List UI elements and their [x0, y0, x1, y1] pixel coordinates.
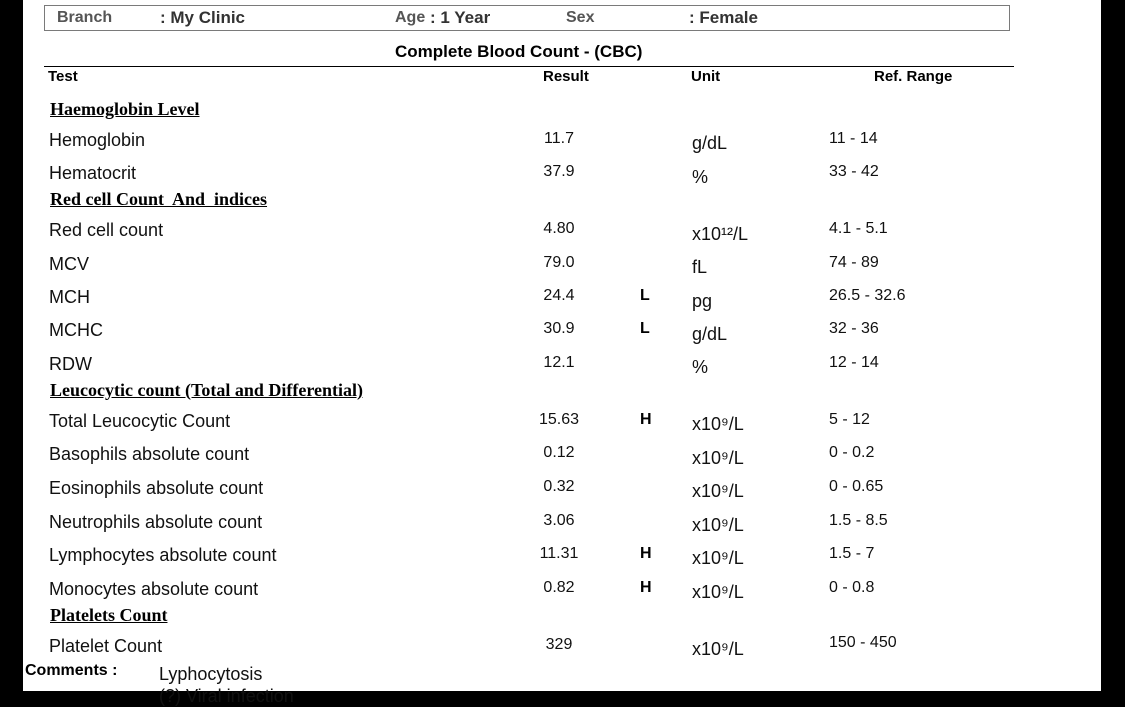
report-title: Complete Blood Count - (CBC): [395, 42, 643, 61]
result-mcv: 79.0: [543, 254, 575, 271]
unit-mchc: g/dL: [692, 324, 728, 344]
column-header-unit: Unit: [691, 68, 721, 85]
result-neutrophils: 3.06: [543, 512, 575, 529]
ref-hematocrit: 33 - 42: [829, 163, 879, 180]
flag-total-leucocytic-count: H: [640, 411, 652, 428]
ref-mchc: 32 - 36: [829, 320, 879, 337]
column-header-ref-range: Ref. Range: [874, 68, 953, 85]
comments-text-continued: (?) Viral infection: [159, 686, 294, 706]
section-leucocytic-count: Leucocytic count (Total and Differential): [50, 380, 363, 400]
flag-lymphocytes: H: [640, 545, 652, 562]
test-name-mcv: MCV: [49, 254, 89, 274]
result-hematocrit: 37.9: [543, 163, 575, 180]
branch-label: Branch: [57, 9, 113, 26]
ref-total-leucocytic-count: 5 - 12: [829, 411, 870, 428]
unit-mcv: fL: [692, 257, 708, 277]
column-header-result: Result: [543, 68, 589, 85]
unit-neutrophils: x10⁹/L: [692, 515, 744, 535]
section-red-cell-count: Red cell Count And indices: [50, 189, 268, 209]
age-value: : 1 Year: [430, 8, 491, 27]
ref-lymphocytes: 1.5 - 7: [829, 545, 875, 562]
unit-total-leucocytic-count: x10⁹/L: [692, 414, 744, 434]
test-name-lymphocytes: Lymphocytes absolute count: [49, 545, 277, 565]
column-header-test: Test: [48, 68, 78, 85]
ref-hemoglobin: 11 - 14: [829, 130, 878, 147]
test-name-hemoglobin: Hemoglobin: [49, 130, 146, 150]
flag-monocytes: H: [640, 579, 652, 596]
test-name-rdw: RDW: [49, 354, 92, 374]
unit-mch: pg: [692, 291, 713, 311]
result-mch: 24.4: [543, 287, 575, 304]
sex-label: Sex: [566, 9, 595, 26]
comments-label: Comments :: [25, 662, 118, 679]
result-basophils: 0.12: [543, 444, 575, 461]
ref-platelet-count: 150 - 450: [829, 634, 897, 651]
header-divider: [44, 66, 1014, 67]
unit-lymphocytes: x10⁹/L: [692, 548, 744, 568]
unit-monocytes: x10⁹/L: [692, 582, 744, 602]
test-name-red-cell-count: Red cell count: [49, 220, 164, 240]
section-haemoglobin-level: Haemoglobin Level: [50, 99, 200, 119]
ref-basophils: 0 - 0.2: [829, 444, 875, 461]
unit-hemoglobin: g/dL: [692, 133, 728, 153]
test-name-mch: MCH: [49, 287, 90, 307]
comments-text: Lyphocytosis: [159, 664, 263, 684]
ref-red-cell-count: 4.1 - 5.1: [829, 220, 888, 237]
result-platelet-count: 329: [545, 636, 573, 653]
test-name-mchc: MCHC: [49, 320, 103, 340]
test-name-total-leucocytic-count: Total Leucocytic Count: [49, 411, 231, 431]
result-lymphocytes: 11.31: [539, 545, 579, 562]
ref-monocytes: 0 - 0.8: [829, 579, 875, 596]
ref-rdw: 12 - 14: [829, 354, 879, 371]
ref-mcv: 74 - 89: [829, 254, 879, 271]
report-page: [23, 0, 1101, 706]
test-name-monocytes: Monocytes absolute count: [49, 579, 259, 599]
branch-value: : My Clinic: [160, 8, 246, 27]
unit-hematocrit: %: [692, 167, 709, 187]
section-platelets-count: Platelets Count: [50, 605, 168, 625]
unit-rdw: %: [692, 357, 709, 377]
test-name-hematocrit: Hematocrit: [49, 163, 137, 183]
result-eosinophils: 0.32: [543, 478, 575, 495]
test-name-basophils: Basophils absolute count: [49, 444, 250, 464]
test-name-neutrophils: Neutrophils absolute count: [49, 512, 263, 532]
unit-basophils: x10⁹/L: [692, 448, 744, 468]
flag-mchc: L: [640, 320, 650, 337]
test-name-eosinophils: Eosinophils absolute count: [49, 478, 264, 498]
unit-eosinophils: x10⁹/L: [692, 481, 744, 501]
flag-mch: L: [640, 287, 650, 304]
test-name-platelet-count: Platelet Count: [49, 636, 163, 656]
ref-mch: 26.5 - 32.6: [829, 287, 906, 304]
age-label: Age: [395, 9, 426, 26]
ref-neutrophils: 1.5 - 8.5: [829, 512, 888, 529]
result-mchc: 30.9: [543, 320, 575, 337]
unit-red-cell-count: x10¹²/L: [692, 224, 749, 244]
result-red-cell-count: 4.80: [543, 220, 575, 237]
result-monocytes: 0.82: [543, 579, 575, 596]
unit-platelet-count: x10⁹/L: [692, 639, 744, 659]
ref-eosinophils: 0 - 0.65: [829, 478, 884, 495]
result-hemoglobin: 11.7: [544, 130, 574, 147]
sex-value: : Female: [689, 8, 758, 27]
result-total-leucocytic-count: 15.63: [538, 411, 580, 428]
result-rdw: 12.1: [543, 354, 575, 371]
